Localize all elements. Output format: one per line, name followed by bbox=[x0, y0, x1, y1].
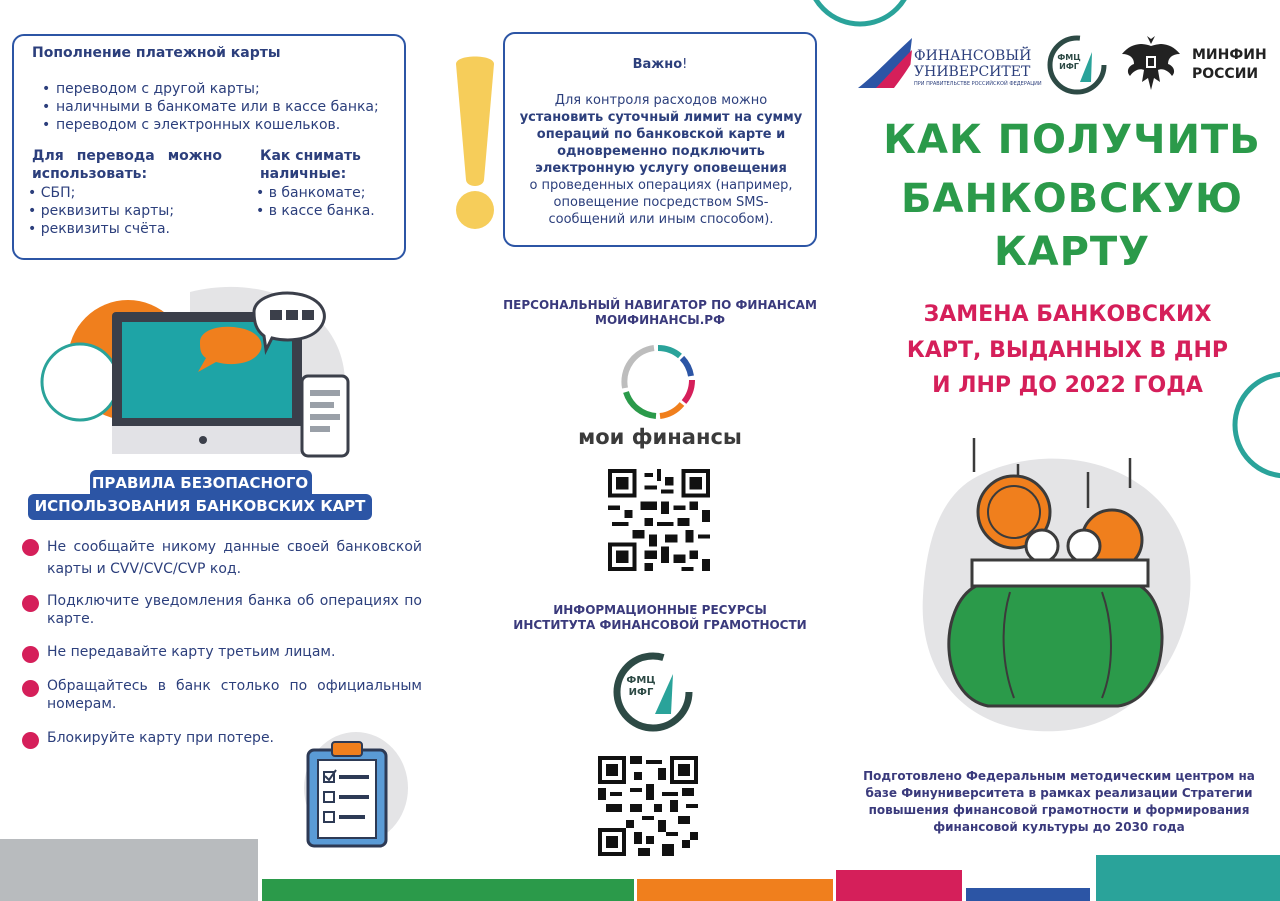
qr-code-icon bbox=[608, 469, 710, 571]
qr-code-icon bbox=[598, 756, 698, 856]
cash-list bbox=[256, 184, 375, 220]
cover-title-line2: БАНКОВСКУЮ bbox=[901, 176, 1243, 222]
cover-footer: Подготовлено Федеральным методическим центром на базе Финуниверситета в рамках реализации Стратегии повышения финансовой грамотности и формирования финансовой культуры до 2030 года bbox=[863, 769, 1255, 834]
list-item: • переводом с электронных кошельков. bbox=[30, 116, 400, 134]
minfin-line1: МИНФИН bbox=[1192, 47, 1267, 63]
resources-caption-line2: ИНСТИТУТА ФИНАНСОВОЙ ГРАМОТНОСТИ bbox=[513, 618, 807, 632]
resources-caption bbox=[470, 603, 850, 633]
resources-caption-line1: ИНФОРМАЦИОННЫЕ РЕСУРСЫ bbox=[553, 603, 767, 617]
moi-finansy-ring-icon bbox=[618, 342, 698, 422]
exclamation-icon bbox=[450, 52, 500, 232]
important-line1: Для контроля расходов можно bbox=[554, 93, 768, 108]
cover-subtitle-line2: КАРТ, ВЫДАННЫХ В ДНР bbox=[906, 338, 1229, 363]
fmc-header-line1: ФМЦ bbox=[1057, 53, 1081, 62]
rules-heading bbox=[28, 470, 372, 522]
rule-item bbox=[22, 592, 422, 628]
pink-bullet-icon bbox=[22, 646, 39, 663]
list-item: • реквизиты карты; bbox=[28, 203, 175, 219]
list-item: • переводом с другой карты; bbox=[30, 80, 400, 98]
list-item: • СБП; bbox=[28, 185, 76, 201]
navigator-caption bbox=[470, 298, 850, 328]
footer-bar-orange bbox=[637, 879, 833, 901]
minfin-line2: РОССИИ bbox=[1192, 66, 1259, 82]
navigator-caption-line1: ПЕРСОНАЛЬНЫЙ НАВИГАТОР ПО ФИНАНСАМ bbox=[503, 298, 817, 312]
fmc-logo-line2: ИФГ bbox=[628, 687, 654, 698]
coin-purse-illustration bbox=[918, 436, 1193, 736]
pink-bullet-icon bbox=[22, 732, 39, 749]
important-title-wrap bbox=[505, 57, 815, 72]
pink-bullet-icon bbox=[22, 539, 39, 556]
rule-text: Обращайтесь в банк столько по официальным номерам. bbox=[47, 678, 422, 712]
fin-univ-logo-icon bbox=[856, 36, 916, 92]
rule-item bbox=[22, 536, 422, 580]
clipboard-checklist-icon bbox=[284, 728, 410, 848]
cover-title-line1: КАК ПОЛУЧИТЬ bbox=[883, 117, 1261, 163]
list-item: • реквизиты счёта. bbox=[28, 221, 170, 237]
important-box bbox=[503, 32, 817, 247]
fmc-header-line2: ИФГ bbox=[1059, 62, 1079, 71]
fin-univ-sub: ПРИ ПРАВИТЕЛЬСТВЕ РОССИЙСКОЙ ФЕДЕРАЦИИ bbox=[914, 81, 1042, 87]
important-text bbox=[519, 92, 803, 228]
double-headed-eagle-icon bbox=[1120, 34, 1182, 92]
rule-text: Подключите уведомления банка об операциях по карте. bbox=[47, 593, 422, 627]
footer-bar-teal bbox=[1096, 855, 1280, 901]
cover-title-line3: КАРТУ bbox=[993, 229, 1151, 275]
pink-bullet-icon bbox=[22, 680, 39, 697]
rules-heading-line1: ПРАВИЛА БЕЗОПАСНОГО bbox=[91, 474, 309, 492]
list-item: • в кассе банка. bbox=[256, 203, 375, 219]
fin-univ-line1: ФИНАНСОВЫЙ bbox=[914, 48, 1032, 64]
rule-text: Не сообщайте никому данные своей банковской карты и CVV/CVC/CVP код. bbox=[47, 539, 422, 577]
computer-chat-illustration bbox=[40, 282, 360, 460]
teal-circle-decoration bbox=[800, 0, 920, 32]
important-rest-text: о проведенных операциях (например, оповещение посредством SMS-сообщений или иным способом). bbox=[529, 178, 793, 227]
important-title-mark: ! bbox=[682, 57, 688, 72]
transfer-title: Для перевода можно использовать: bbox=[32, 148, 222, 182]
list-item: • в банкомате; bbox=[256, 185, 366, 201]
cover-subtitle-line1: ЗАМЕНА БАНКОВСКИХ bbox=[923, 302, 1212, 327]
important-title: Важно bbox=[632, 57, 683, 72]
rules-heading-line2: ИСПОЛЬЗОВАНИЯ БАНКОВСКИХ КАРТ bbox=[34, 497, 366, 515]
cover-subtitle-line3: И ЛНР ДО 2022 ГОДА bbox=[932, 373, 1203, 398]
rule-item bbox=[22, 643, 422, 661]
footer-bar-gray bbox=[0, 839, 258, 901]
fin-univ-logo-text bbox=[914, 48, 1042, 88]
rule-text: Блокируйте карту при потере. bbox=[47, 730, 275, 746]
footer-bar-pink bbox=[836, 870, 962, 901]
rule-text: Не передавайте карту третьим лицам. bbox=[47, 644, 336, 660]
transfer-list bbox=[28, 184, 174, 238]
fmc-logo-text bbox=[621, 675, 661, 699]
moi-finansy-logo: мои финансы bbox=[578, 425, 742, 449]
navigator-caption-line2: МОИФИНАНСЫ.РФ bbox=[595, 313, 725, 327]
card-topup-box bbox=[12, 34, 406, 260]
rule-item bbox=[22, 729, 282, 747]
minfin-logo-text bbox=[1192, 46, 1267, 84]
fin-univ-line2: УНИВЕРСИТЕТ bbox=[914, 64, 1031, 80]
important-bold-text: установить суточный лимит на сумму операций по банковской карте и одновременно подключить электронную услугу оповещения bbox=[519, 110, 803, 176]
topup-methods-list bbox=[30, 80, 400, 134]
footer-bar-green bbox=[262, 879, 634, 901]
pink-bullet-icon bbox=[22, 595, 39, 612]
rule-item bbox=[22, 677, 422, 713]
list-item: • наличными в банкомате или в кассе банка; bbox=[30, 98, 400, 116]
fmc-logo-line1: ФМЦ bbox=[626, 675, 656, 686]
cash-title: Как снимать наличные: bbox=[260, 148, 361, 182]
footer-bar-blue bbox=[966, 888, 1090, 901]
topup-title: Пополнение платежной карты bbox=[32, 45, 281, 61]
fmc-header-logo-text bbox=[1053, 53, 1085, 71]
